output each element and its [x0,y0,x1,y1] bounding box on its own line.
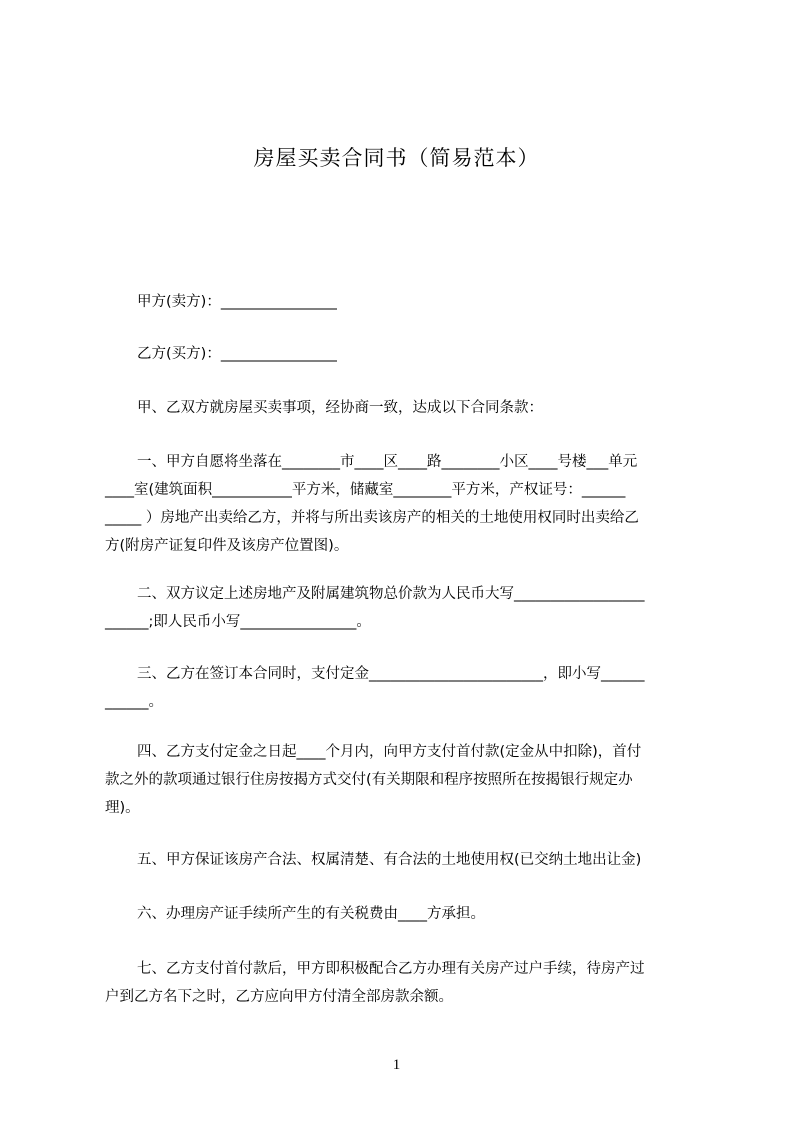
document-title: 房屋买卖合同书（简易范本） [253,146,540,170]
clause-5-paragraph [105,846,705,874]
clause-3-paragraph [105,660,705,716]
clause-1-line: _____ ）房地产出卖给乙方，并将与所出卖该房产的相关的土地使用权同时出卖给乙 [105,510,639,526]
clause-4-paragraph [105,738,705,822]
clause-4-line: 四、乙方支付定金之日起____个月内，向甲方支付首付款(定金从中扣除)，首付 [137,744,642,760]
clause-2-paragraph [105,580,705,636]
clause-5-line: 五、甲方保证该房产合法、权属清楚、有合法的土地使用权(已交纳土地出让金) [137,852,642,868]
clause-4-line: 理)。 [105,800,140,816]
clause-6-paragraph [105,900,705,928]
clause-7-line: 七、乙方支付首付款后，甲方即积极配合乙方办理有关房产过户手续，待房产过 [137,961,645,977]
clause-4-line: 款之外的款项通过银行住房按揭方式交付(有关期限和程序按照所在按揭银行规定办 [105,772,633,788]
party-b-line [105,340,705,368]
clause-3-line: 三、乙方在签订本合同时，支付定金________________________，即小写______ [137,666,645,682]
clause-3-line: ______。 [105,694,163,710]
clause-7-paragraph [105,955,705,1011]
party-b-text: 乙方(买方)：________________ [137,346,337,362]
party-a-line [105,288,705,316]
clause-2-line: 二、双方议定上述房地产及附属建筑物总价款为人民币大写__________________ [137,586,645,602]
party-a-text: 甲方(卖方)：________________ [137,294,337,310]
clause-7-line: 户到乙方名下之时，乙方应向甲方付清全部房款余额。 [105,989,453,1005]
clause-1-line: 一、甲方自愿将坐落在________市____区____路________小区____号楼___单元 [137,454,638,470]
clause-2-line: ______;即人民币小写________________。 [105,614,371,630]
clause-1-paragraph [105,448,705,560]
clause-1-line: 方(附房产证复印件及该房产位置图)。 [105,538,349,554]
intro-paragraph [105,394,705,422]
clause-6-line: 六、办理房产证手续所产生的有关税费由____方承担。 [137,906,485,922]
intro-text: 甲、乙双方就房屋买卖事项，经协商一致，达成以下合同条款： [137,400,543,416]
clause-1-line: ____室(建筑面积___________平方米，储藏室________平方米，产权证号：______ [105,482,626,498]
page-number: 1 [392,1057,401,1073]
